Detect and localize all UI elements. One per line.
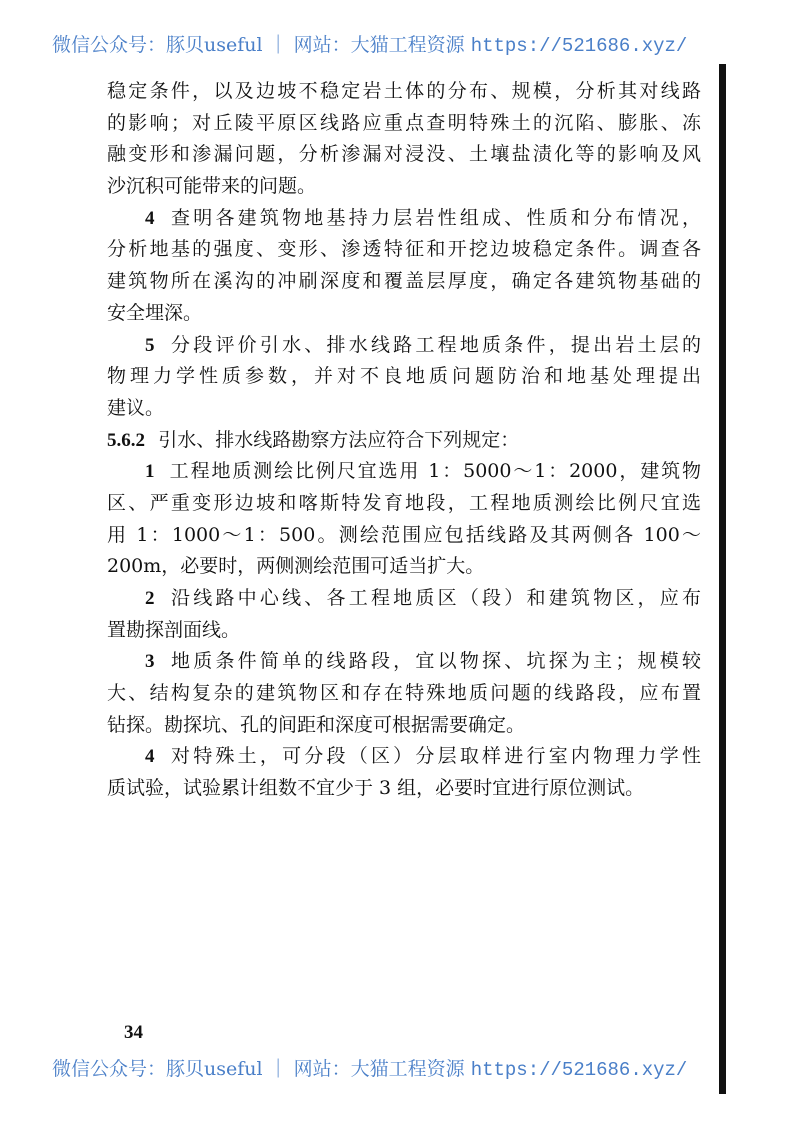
line-text: 区、严重变形边坡和喀斯特发育地段，工程地质测绘比例尺宜选 <box>107 491 701 514</box>
text-line <box>107 425 701 457</box>
clause-number: 5.6.2 <box>107 429 145 451</box>
clause-number: 2 <box>145 588 155 609</box>
clause-number: 1 <box>145 461 155 483</box>
text-line <box>107 139 701 171</box>
watermark-text: 微信公众号：豚贝useful ｜ 网站：大猫工程资源 <box>52 1058 471 1080</box>
clause-number: 4 <box>145 207 155 229</box>
paragraph <box>107 330 701 425</box>
clause-number: 4 <box>145 746 155 768</box>
clause-number: 3 <box>145 651 155 673</box>
line-text: 的影响；对丘陵平原区线路应重点查明特殊土的沉陷、膨胀、冻 <box>107 111 701 134</box>
line-text: 用 1：1000～1：500。测绘范围应包括线路及其两侧各 100～ <box>107 523 701 546</box>
line-text: 沿线路中心线、各工程地质区（段）和建筑物区，应布 <box>167 587 701 609</box>
paragraph <box>107 646 701 741</box>
text-line <box>107 108 701 140</box>
text-line <box>107 488 701 520</box>
line-text: 地质条件简单的线路段，宜以物探、坑探为主；规模较 <box>167 650 701 673</box>
line-text: 工程地质测绘比例尺宜选用 1：5000～1：2000，建筑物 <box>167 460 701 483</box>
text-line <box>107 171 701 203</box>
text-line <box>107 646 701 678</box>
line-text: 物理力学性质参数，并对不良地质问题防治和地基处理提出 <box>107 365 701 388</box>
scan-edge-bar <box>719 64 726 1094</box>
document-body <box>107 76 701 805</box>
text-line <box>107 76 701 108</box>
text-line <box>107 583 701 615</box>
watermark-text: 微信公众号：豚贝useful ｜ 网站：大猫工程资源 <box>52 34 471 56</box>
text-line <box>107 298 701 330</box>
line-text: 建筑物所在溪沟的冲刷深度和覆盖层厚度，确定各建筑物基础的 <box>107 270 701 293</box>
text-line <box>107 361 701 393</box>
line-text: 引水、排水线路勘察方法应符合下列规定： <box>158 428 520 451</box>
text-line <box>107 330 701 362</box>
paragraph <box>107 76 701 203</box>
paragraph <box>107 583 701 646</box>
text-line <box>107 741 701 773</box>
watermark-header <box>52 30 752 57</box>
line-text: 建议。 <box>107 396 165 419</box>
text-line <box>107 456 701 488</box>
watermark-footer <box>52 1054 752 1081</box>
paragraph <box>107 741 701 804</box>
line-text: 查明各建筑物地基持力层岩性组成、性质和分布情况， <box>167 206 701 229</box>
page-number: 34 <box>124 1022 143 1043</box>
watermark-url[interactable]: https://521686.xyz/ <box>470 1059 688 1081</box>
line-text: 沙沉积可能带来的问题。 <box>107 175 317 198</box>
paragraph <box>107 425 701 457</box>
line-text: 稳定条件，以及边坡不稳定岩土体的分布、规模，分析其对线路 <box>107 80 701 102</box>
paragraph <box>107 203 701 330</box>
text-line <box>107 520 701 552</box>
watermark-url[interactable]: https://521686.xyz/ <box>470 35 688 57</box>
line-text: 置勘探剖面线。 <box>107 618 241 641</box>
clause-number: 5 <box>145 334 155 356</box>
line-text: 200m，必要时，两侧测绘范围可适当扩大。 <box>107 555 485 578</box>
line-text: 融变形和渗漏问题，分析渗漏对浸没、土壤盐渍化等的影响及风 <box>107 143 701 166</box>
text-line <box>107 615 701 647</box>
line-text: 安全埋深。 <box>107 301 203 324</box>
text-line <box>107 203 701 235</box>
text-line <box>107 710 701 742</box>
text-line <box>107 551 701 583</box>
line-text: 分析地基的强度、变形、渗透特征和开挖边坡稳定条件。调查各 <box>107 238 701 261</box>
line-text: 钻探。勘探坑、孔的间距和深度可根据需要确定。 <box>107 713 526 736</box>
line-text: 大、结构复杂的建筑物区和存在特殊地质问题的线路段，应布置 <box>107 682 701 705</box>
text-line <box>107 678 701 710</box>
text-line <box>107 234 701 266</box>
paragraph <box>107 456 701 583</box>
line-text: 分段评价引水、排水线路工程地质条件，提出岩土层的 <box>167 333 701 356</box>
text-line <box>107 773 701 805</box>
line-text: 对特殊土，可分段（区）分层取样进行室内物理力学性 <box>167 745 701 768</box>
text-line <box>107 393 701 425</box>
text-line <box>107 266 701 298</box>
line-text: 质试验，试验累计组数不宜少于 3 组，必要时宜进行原位测试。 <box>107 777 645 800</box>
